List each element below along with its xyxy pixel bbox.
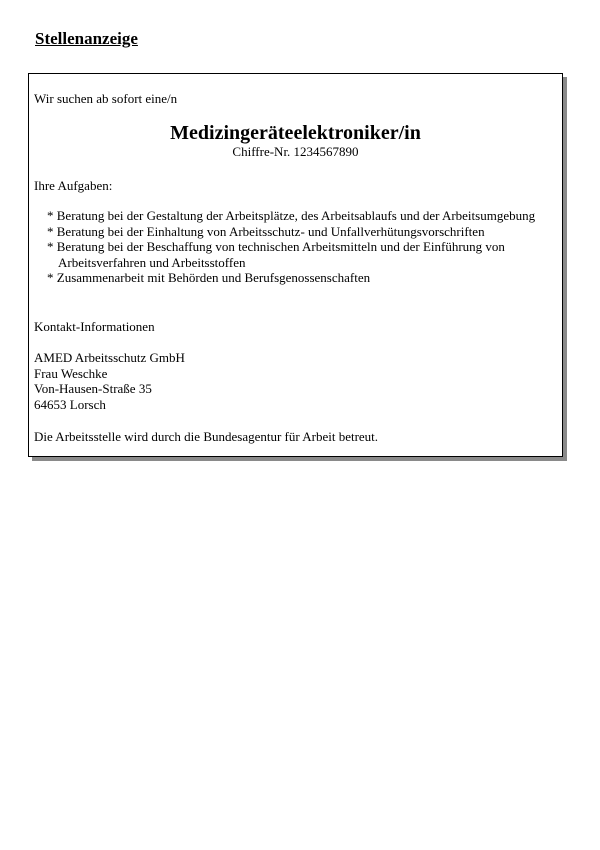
task-item: * Beratung bei der Einhaltung von Arbeitsschutz- und Unfallverhütungsvorschriften [47, 223, 485, 239]
contact-heading: Kontakt-Informationen [34, 319, 155, 334]
ad-intro: Wir suchen ab sofort eine/n [34, 91, 178, 106]
tasks-heading: Ihre Aufgaben: [34, 178, 113, 193]
chiffre-number: Chiffre-Nr. 1234567890 [232, 144, 359, 159]
contact-address [34, 350, 185, 412]
contact-company: AMED Arbeitsschutz GmbH [34, 350, 185, 365]
task-item: * Beratung bei der Gestaltung der Arbeitsplätze, des Arbeitsablaufs und der Arbeitsumgebung [47, 208, 536, 223]
task-list [34, 208, 554, 286]
job-ad-box [28, 73, 563, 457]
job-title: Medizingeräteelektroniker/in [170, 122, 421, 144]
page-heading: Stellenanzeige [35, 29, 138, 48]
contact-city: 64653 Lorsch [34, 396, 106, 412]
task-item: * Zusammenarbeit mit Behörden und Berufsgenossenschaften [47, 270, 371, 285]
contact-street: Von-Hausen-Straße 35 [34, 381, 152, 396]
agency-footnote: Die Arbeitsstelle wird durch die Bundesagentur für Arbeit betreut. [34, 429, 379, 444]
contact-person: Frau Weschke [34, 365, 108, 381]
task-item: * Beratung bei der Beschaffung von technischen Arbeitsmitteln und der Einführung von Arbeitsverfahren und Arbeitsstoffen [47, 239, 505, 270]
